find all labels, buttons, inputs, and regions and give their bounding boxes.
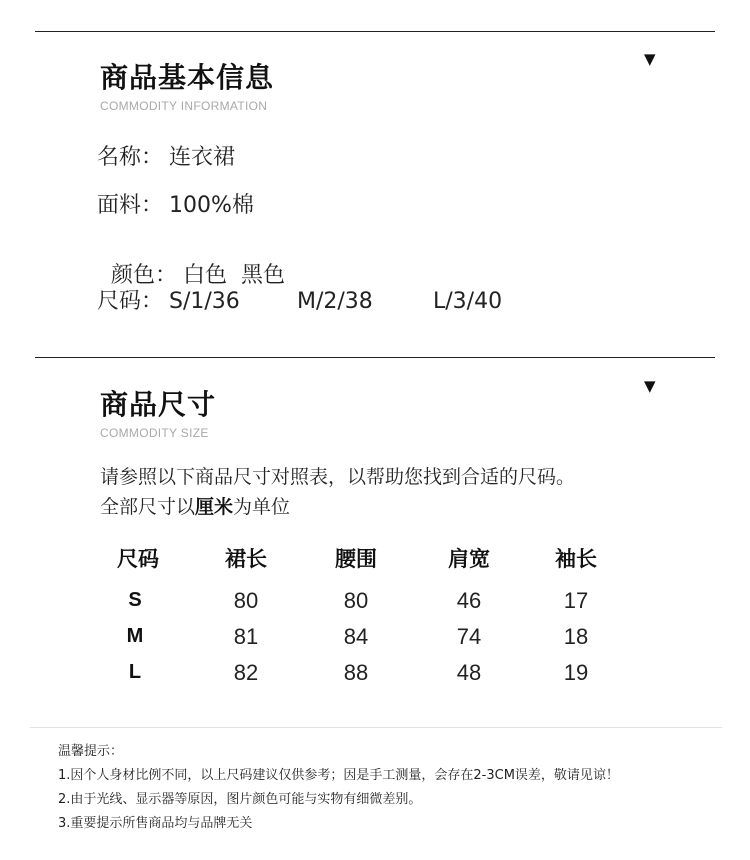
- table-cell: 17: [563, 588, 589, 613]
- info-label: 尺码：: [97, 289, 164, 314]
- info-label: 颜色：: [111, 263, 178, 288]
- table-cell: 81: [233, 624, 259, 649]
- note-item: 1.因个人身材比例不同，以上尺码建议仅供参考；因是手工测量，会存在2-3CM误差，敬请见谅！: [58, 768, 619, 783]
- table-cell: 74: [456, 624, 482, 649]
- info-label: 面料：: [97, 193, 164, 218]
- table-cell: 80: [343, 588, 369, 613]
- size-option: L/3/40: [433, 289, 503, 314]
- size-section-subtitle: COMMODITY SIZE: [100, 426, 209, 440]
- info-label: 名称：: [97, 145, 164, 170]
- triangle-down-icon[interactable]: ▼: [644, 50, 656, 68]
- info-value: 100%棉: [169, 193, 254, 218]
- table-cell: 88: [343, 660, 369, 685]
- info-row-fabric: [97, 195, 254, 217]
- table-cell: 48: [456, 660, 482, 685]
- size-section-title: 商品尺寸: [100, 388, 217, 421]
- info-value: 白色 黑色: [183, 263, 285, 288]
- info-row-name: [97, 147, 235, 169]
- section-divider-middle: [35, 357, 715, 358]
- table-cell-size: S: [128, 589, 142, 611]
- table-cell: 80: [233, 588, 259, 613]
- table-header-length: 裙长: [225, 547, 267, 571]
- notes-title: 温馨提示：: [58, 744, 124, 759]
- intro-unit-emphasis: 厘米: [195, 496, 234, 518]
- notes-divider: [30, 727, 722, 728]
- table-cell-size: L: [128, 661, 142, 683]
- table-header-waist: 腰围: [335, 547, 377, 571]
- table-cell: 19: [563, 660, 589, 685]
- table-cell: 46: [456, 588, 482, 613]
- basic-info-title: 商品基本信息: [100, 61, 275, 94]
- table-header-size: 尺码: [117, 547, 159, 571]
- info-row-size: [97, 291, 502, 313]
- basic-info-subtitle: COMMODITY INFORMATION: [100, 99, 268, 113]
- note-item: 3.重要提示所售商品均与品牌无关: [58, 816, 253, 831]
- info-value: 连衣裙: [169, 145, 236, 170]
- intro-text: 全部尺寸以: [100, 496, 196, 518]
- table-header-shoulder: 肩宽: [448, 547, 490, 571]
- table-cell: 84: [343, 624, 369, 649]
- size-option: M/2/38: [297, 289, 373, 314]
- table-cell-size: M: [126, 625, 144, 647]
- size-intro-line-1: 请参照以下商品尺寸对照表，以帮助您找到合适的尺码。: [100, 466, 576, 488]
- note-item: 2.由于光线、显示器等原因，图片颜色可能与实物有细微差别。: [58, 792, 422, 807]
- section-divider-top: [35, 31, 715, 32]
- table-header-sleeve: 袖长: [555, 547, 597, 571]
- size-intro-line-2: [100, 498, 290, 517]
- triangle-down-icon[interactable]: ▼: [644, 377, 656, 395]
- intro-text: 为单位: [233, 496, 291, 518]
- size-option: S/1/36: [169, 289, 240, 314]
- info-row-color: [97, 243, 285, 287]
- table-cell: 82: [233, 660, 259, 685]
- table-cell: 18: [563, 624, 589, 649]
